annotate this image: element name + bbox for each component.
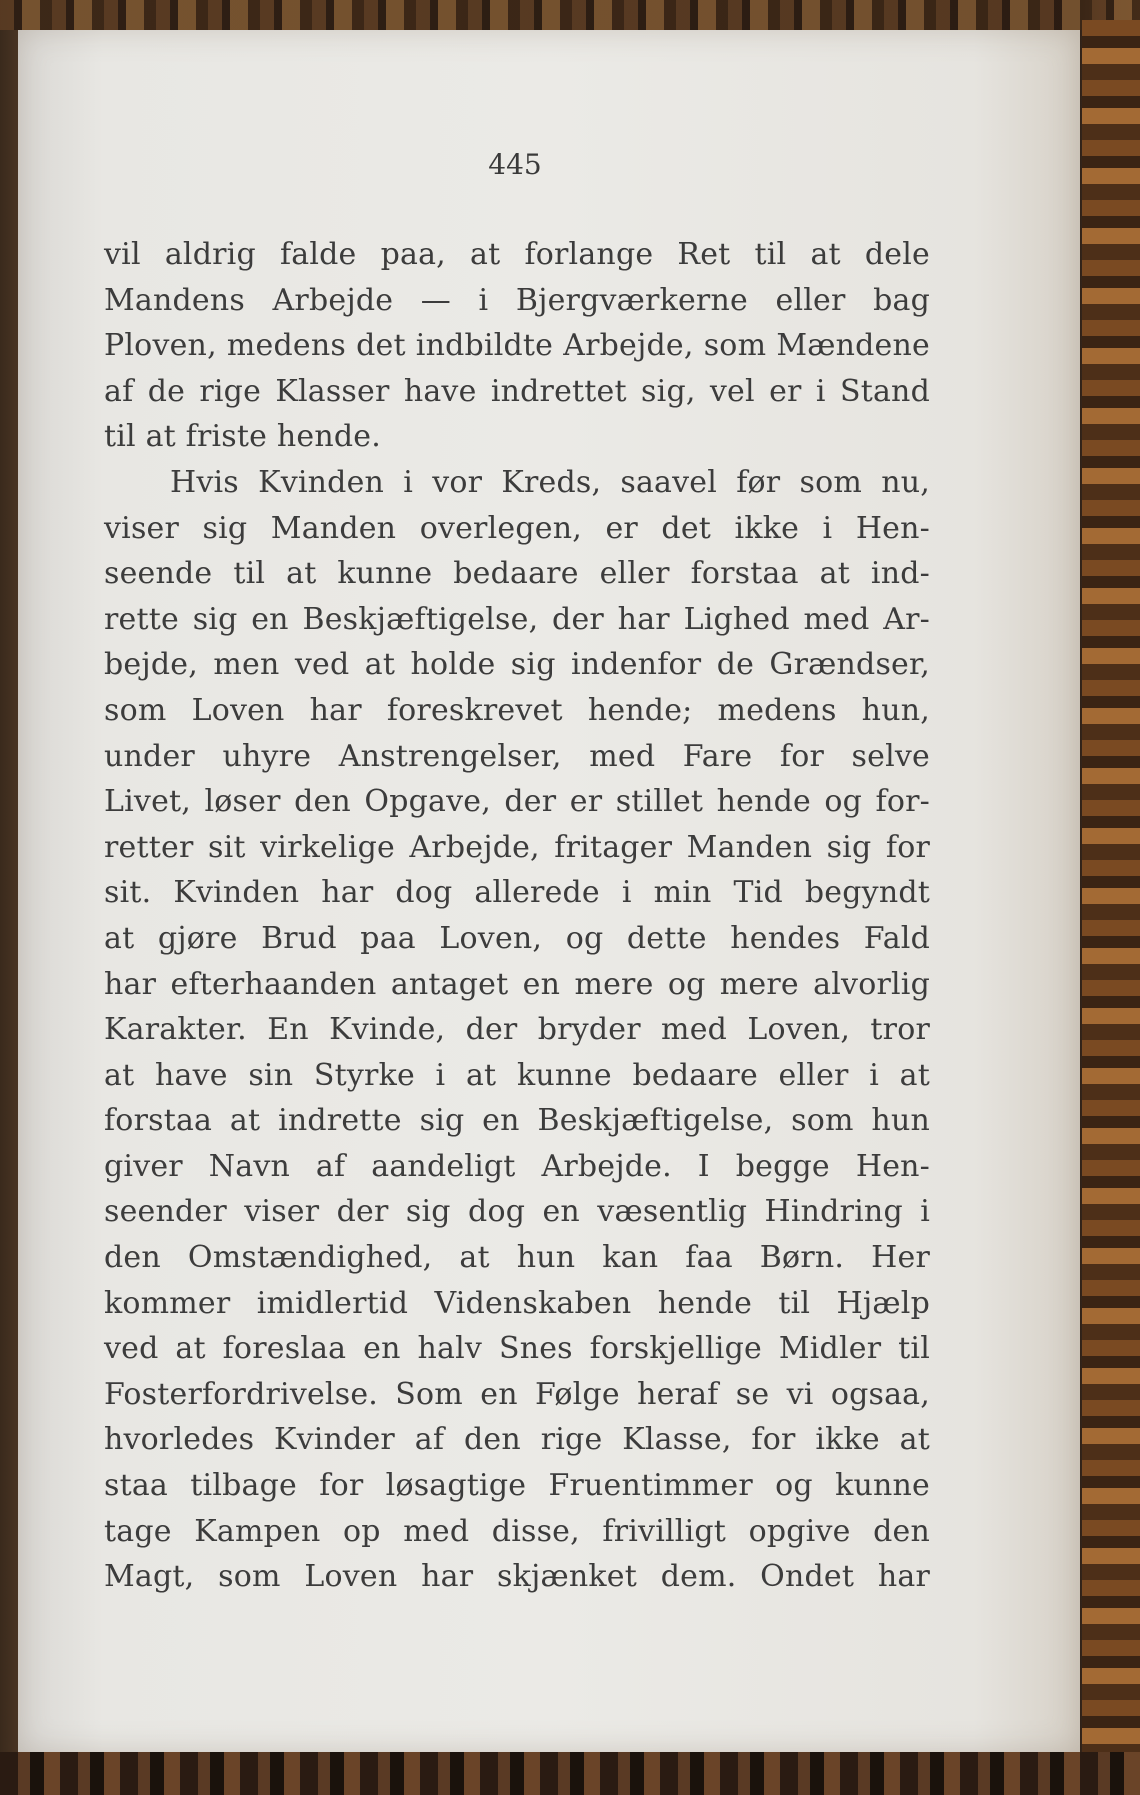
text-line: som Loven har foreskrevet hende; medens hun, (104, 692, 930, 728)
text-line: kommer imidlertid Videnskaben hende til Hjælp (104, 1285, 930, 1321)
text-line: seende til at kunne bedaare eller forstaa at ind- (104, 556, 930, 592)
bottom-binding-edge (0, 1752, 1140, 1795)
text-line: Livet, løser den Opgave, der er stillet hende og for- (104, 784, 930, 820)
text-line: hvorledes Kvinder af den rige Klasse, for ikke at (104, 1422, 930, 1458)
text-line: ved at foreslaa en halv Snes forskjellige Midler til (104, 1331, 930, 1367)
text-line: rette sig en Beskjæftigelse, der har Lighed med Ar- (104, 601, 930, 637)
text-line: Karakter. En Kvinde, der bryder med Loven, tror (104, 1012, 930, 1048)
text-line: retter sit virkelige Arbejde, fritager Manden sig for (104, 829, 930, 865)
text-line: seender viser der sig dog en væsentlig Hindring i (104, 1194, 930, 1230)
text-line: Ploven, medens det indbildte Arbejde, som Mændene (104, 328, 930, 364)
text-line: vil aldrig falde paa, at forlange Ret til at dele (104, 237, 930, 272)
page-number: 445 (488, 148, 542, 181)
text-line: at have sin Styrke i at kunne bedaare eller i at (104, 1057, 930, 1093)
text-line: Fosterfordrivelse. Som en Følge heraf se vi ogsaa, (104, 1376, 930, 1412)
text-line: Hvis Kvinden i vor Kreds, saavel før som nu, (170, 464, 930, 500)
text-line: af de rige Klasser have indrettet sig, vel er i Stand (104, 373, 930, 409)
text-line: har efterhaanden antaget en mere og mere alvorlig (104, 966, 930, 1002)
body-text (104, 232, 930, 1600)
text-line: sit. Kvinden har dog allerede i min Tid begyndt (104, 875, 930, 911)
text-line: til at friste hende. (104, 419, 381, 455)
text-line: den Omstændighed, at hun kan faa Børn. Her (104, 1240, 930, 1276)
text-line: bejde, men ved at holde sig indenfor de Grændser, (104, 647, 930, 683)
text-line: viser sig Manden overlegen, er det ikke i Hen- (104, 510, 930, 546)
text-line: at gjøre Brud paa Loven, og dette hendes Fald (104, 920, 930, 956)
text-line: staa tilbage for løsagtige Fruentimmer og kunne (104, 1468, 930, 1504)
top-binding-edge (0, 0, 1140, 30)
book-cover-edge (1082, 20, 1140, 1760)
text-line: forstaa at indrette sig en Beskjæftigelse, som hun (104, 1103, 930, 1139)
text-line: under uhyre Anstrengelser, med Fare for selve (104, 738, 930, 774)
text-line: Mandens Arbejde — i Bjergværkerne eller bag (104, 282, 930, 318)
text-line: tage Kampen op med disse, frivilligt opgive den (104, 1513, 930, 1549)
text-line: Magt, som Loven har skjænket dem. Ondet har (104, 1559, 930, 1595)
text-line: giver Navn af aandeligt Arbejde. I begge Hen- (104, 1148, 930, 1184)
